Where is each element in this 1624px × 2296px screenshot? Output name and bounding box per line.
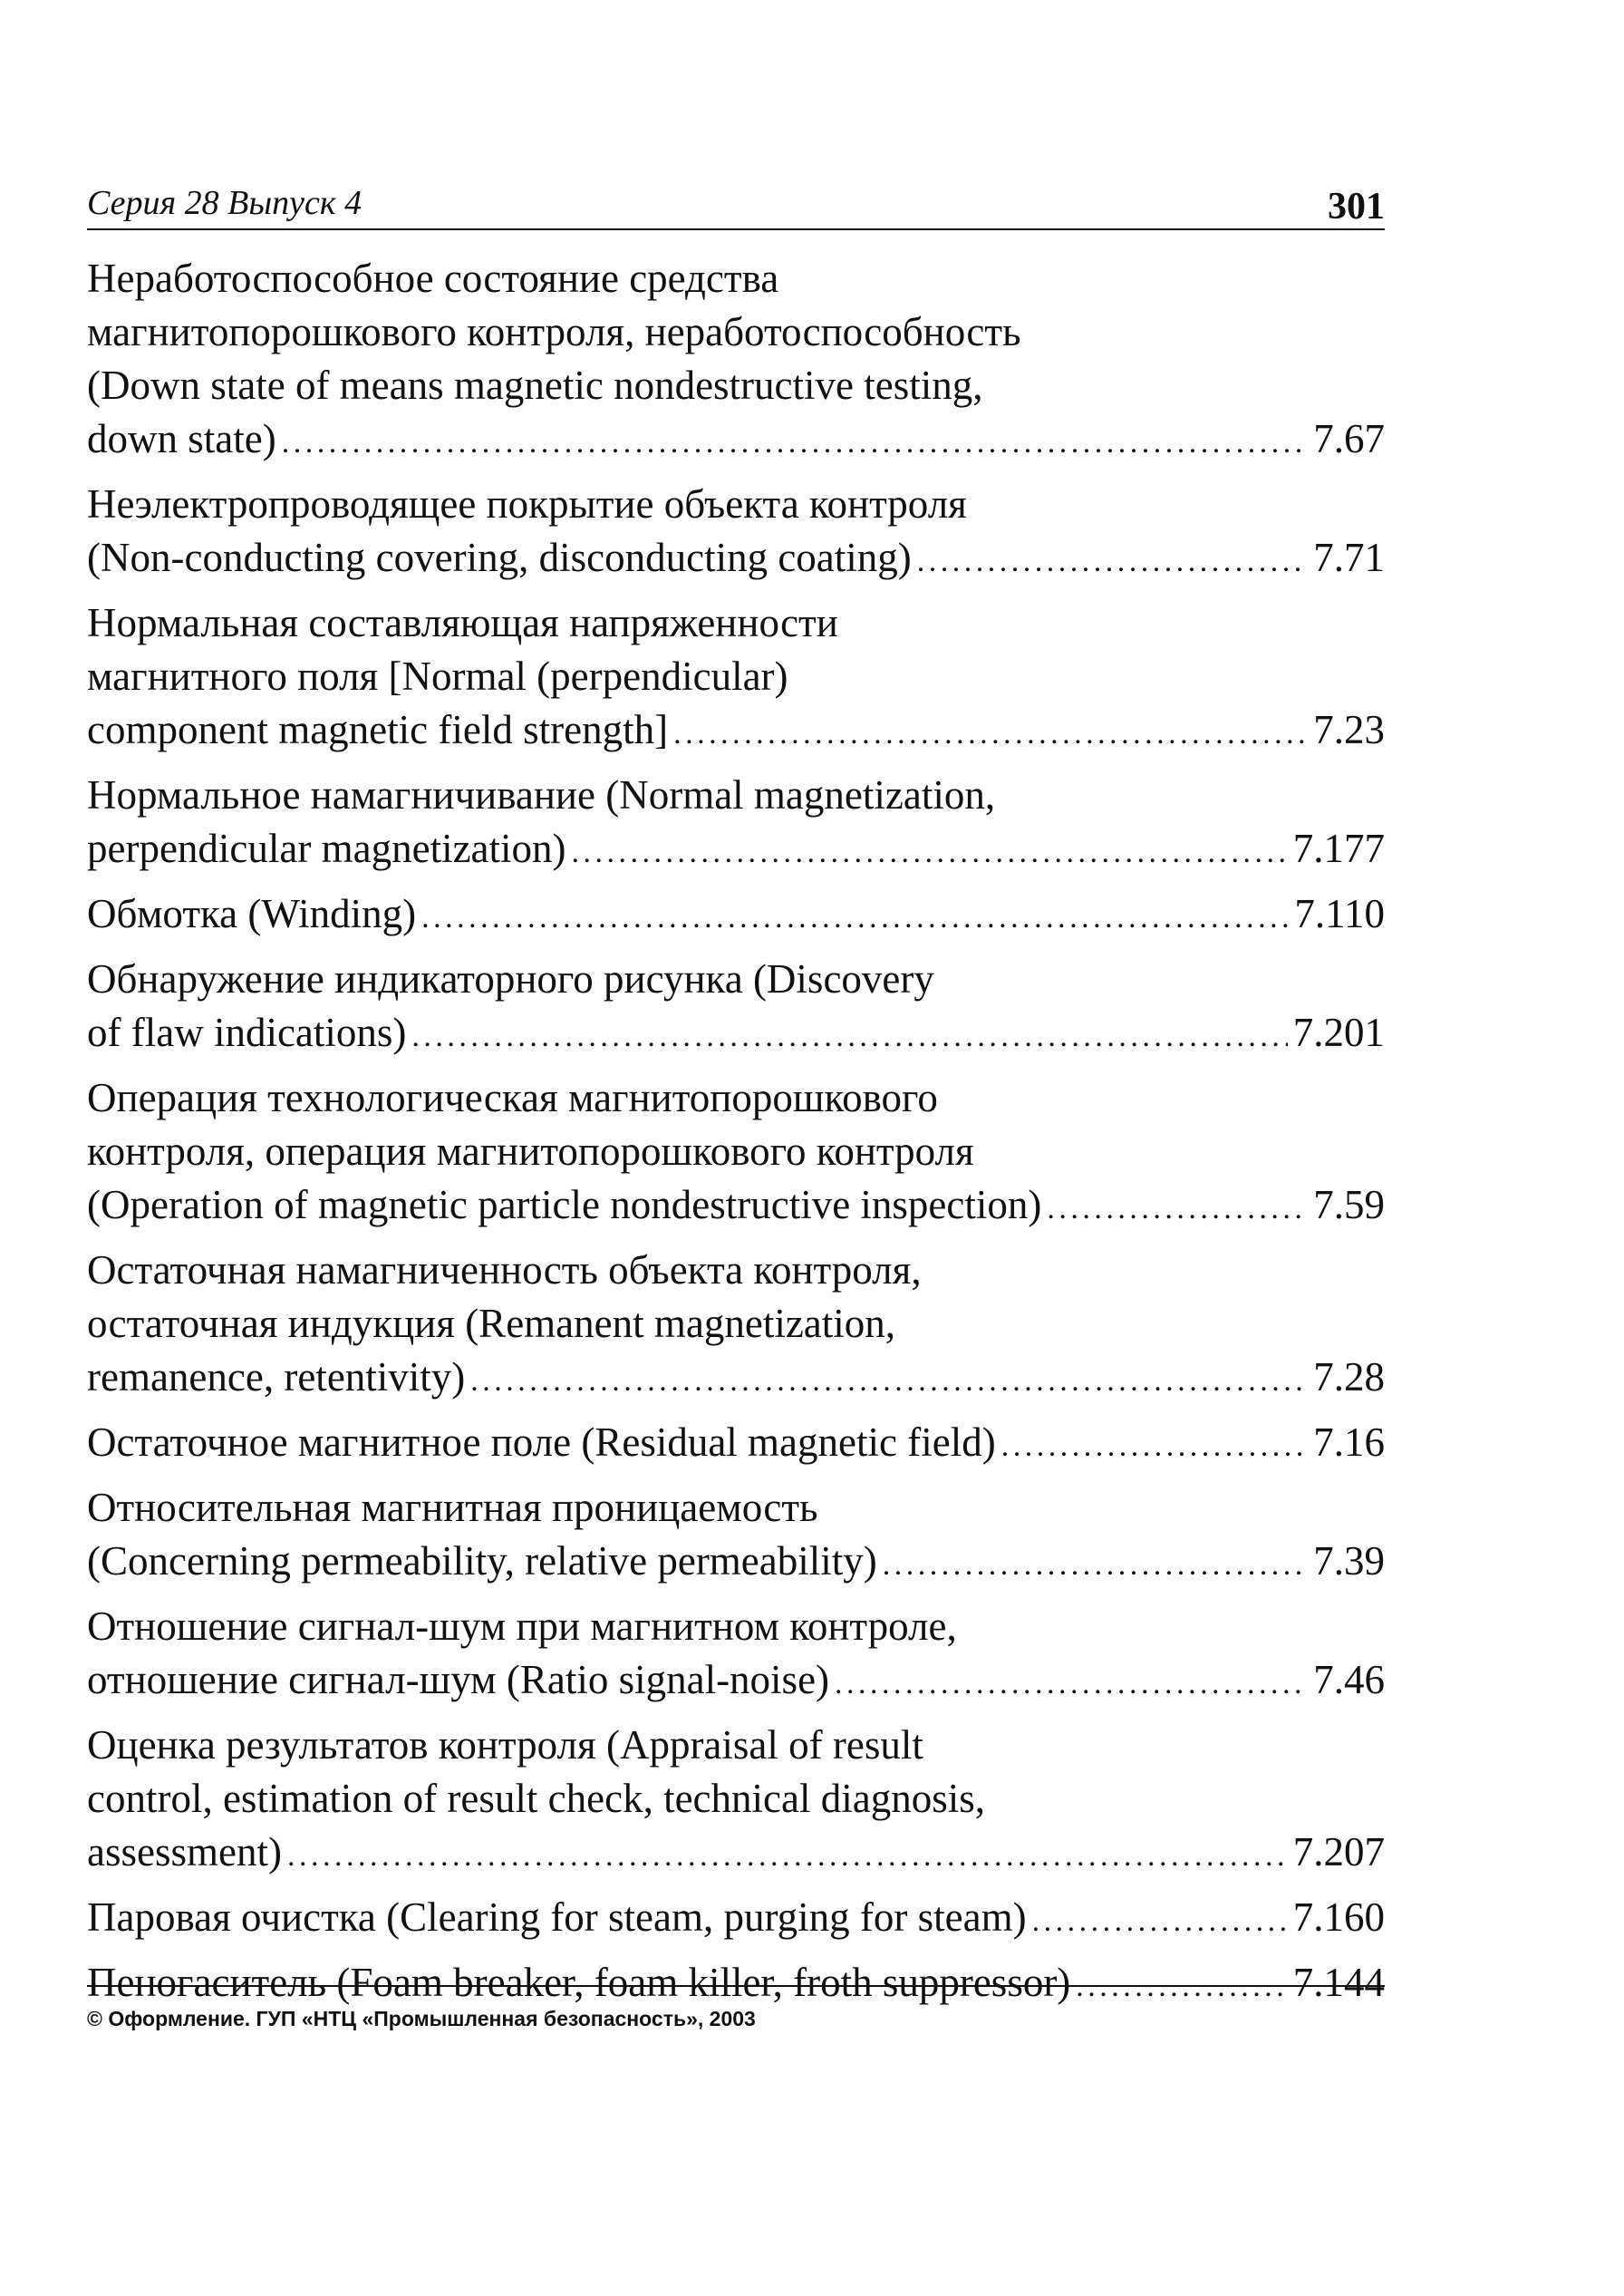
entry-line: (Down state of means magnetic nondestructive testing, — [87, 363, 983, 408]
entry-line: остаточная индукция (Remanent magnetization, — [87, 1301, 896, 1346]
entry-reference: 7.201 — [1292, 1010, 1385, 1055]
entry-line: Обмотка (Winding) — [87, 891, 417, 936]
entry-reference: 7.16 — [1313, 1419, 1385, 1465]
dot-leader — [1047, 1187, 1308, 1230]
entry-line: component magnetic field strength] — [87, 707, 669, 752]
entry-last-line — [87, 1178, 1385, 1232]
index-entry — [87, 1891, 1385, 1944]
entry-line: Отношение сигнал-шум при магнитном контроле, — [87, 1603, 957, 1649]
entry-line: (Operation of magnetic particle nondestructive inspection) — [87, 1182, 1042, 1227]
index-page — [87, 181, 1385, 2021]
entry-reference: 7.207 — [1292, 1829, 1385, 1875]
dot-leader — [673, 712, 1308, 755]
entry-last-line — [87, 703, 1385, 757]
entry-reference: 7.46 — [1313, 1657, 1385, 1702]
entry-line: remanence, retentivity) — [87, 1354, 466, 1400]
dot-leader — [917, 540, 1308, 583]
index-entries — [87, 252, 1385, 2010]
entry-line: assessment) — [87, 1829, 282, 1875]
entry-line: контроля, операция магнитопорошкового контроля — [87, 1129, 974, 1174]
entry-line: Нормальное намагничивание (Normal magnetization, — [87, 772, 996, 818]
dot-leader — [282, 421, 1309, 464]
dot-leader — [421, 896, 1289, 939]
entry-line: Операция технологическая магнитопорошкового — [87, 1075, 938, 1120]
footer — [87, 1985, 1385, 2031]
dot-leader — [1032, 1900, 1288, 1942]
entry-reference: 7.110 — [1294, 891, 1385, 936]
dot-leader — [883, 1544, 1309, 1586]
page-number: 301 — [1328, 186, 1385, 228]
dot-leader — [1001, 1425, 1309, 1468]
entry-line: магнитопорошкового контроля, неработоспособность — [87, 309, 1021, 354]
entry-line: control, estimation of result check, technical diagnosis, — [87, 1776, 985, 1821]
entry-last-line — [87, 887, 1385, 941]
index-entry — [87, 1416, 1385, 1469]
entry-reference: 7.67 — [1313, 416, 1385, 461]
entry-reference: 7.71 — [1313, 535, 1385, 580]
index-entry — [87, 953, 1385, 1060]
entry-reference: 7.39 — [1313, 1538, 1385, 1584]
dot-leader — [411, 1015, 1287, 1058]
entry-last-line — [87, 412, 1385, 466]
index-entry — [87, 252, 1385, 466]
entry-line: of flaw indications) — [87, 1010, 407, 1055]
entry-reference: 7.177 — [1292, 826, 1385, 871]
entry-last-line — [87, 822, 1385, 876]
entry-line: Остаточная намагниченность объекта контроля, — [87, 1247, 922, 1293]
index-entry — [87, 769, 1385, 876]
index-entry — [87, 478, 1385, 585]
dot-leader — [470, 1360, 1308, 1402]
entry-line: Неэлектропроводящее покрытие объекта контроля — [87, 481, 967, 527]
entry-line: Неработоспособное состояние средства — [87, 256, 779, 301]
entry-line: Нормальная составляющая напряженности — [87, 600, 838, 645]
running-header — [87, 181, 1385, 230]
entry-last-line — [87, 1006, 1385, 1060]
entry-last-line — [87, 1416, 1385, 1469]
entry-line: отношение сигнал-шум (Ratio signal-noise) — [87, 1657, 830, 1702]
entry-line: Остаточное магнитное поле (Residual magnetic field) — [87, 1419, 996, 1465]
index-entry — [87, 887, 1385, 941]
entry-line: (Concerning permeability, relative permeability) — [87, 1538, 877, 1584]
series-title: Серия 28 Выпуск 4 — [87, 184, 362, 222]
entry-last-line — [87, 531, 1385, 585]
copyright-notice: © Оформление. ГУП «НТЦ «Промышленная безопасность», 2003 — [87, 2007, 756, 2030]
dot-leader — [287, 1835, 1288, 1877]
entry-last-line — [87, 1535, 1385, 1588]
entry-last-line — [87, 1826, 1385, 1879]
entry-reference: 7.160 — [1292, 1894, 1385, 1940]
entry-reference: 7.59 — [1313, 1182, 1385, 1227]
dot-leader — [572, 831, 1288, 874]
entry-last-line — [87, 1653, 1385, 1707]
entry-line: Обнаружение индикаторного рисунка (Discovery — [87, 956, 934, 1002]
index-entry — [87, 596, 1385, 757]
index-entry — [87, 1719, 1385, 1879]
entry-line: (Non-conducting covering, disconducting coating) — [87, 535, 912, 580]
entry-line: Паровая очистка (Clearing for steam, purging for steam) — [87, 1894, 1027, 1940]
entry-last-line — [87, 1891, 1385, 1944]
entry-line: Оценка результатов контроля (Appraisal of result — [87, 1722, 923, 1768]
index-entry — [87, 1244, 1385, 1404]
entry-reference: 7.23 — [1313, 707, 1385, 752]
entry-reference: 7.144 — [1292, 1960, 1385, 2005]
entry-line: магнитного поля [Normal (perpendicular) — [87, 654, 788, 699]
index-entry — [87, 1600, 1385, 1707]
entry-line: down state) — [87, 416, 276, 461]
entry-line: Относительная магнитная проницаемость — [87, 1485, 818, 1530]
entry-last-line — [87, 1351, 1385, 1404]
entry-line: perpendicular magnetization) — [87, 826, 566, 871]
index-entry — [87, 1481, 1385, 1588]
dot-leader — [835, 1662, 1308, 1705]
entry-reference: 7.28 — [1313, 1354, 1385, 1400]
index-entry — [87, 1071, 1385, 1232]
entry-line: Пеногаситель (Foam breaker, foam killer, froth suppressor) — [87, 1960, 1071, 2005]
